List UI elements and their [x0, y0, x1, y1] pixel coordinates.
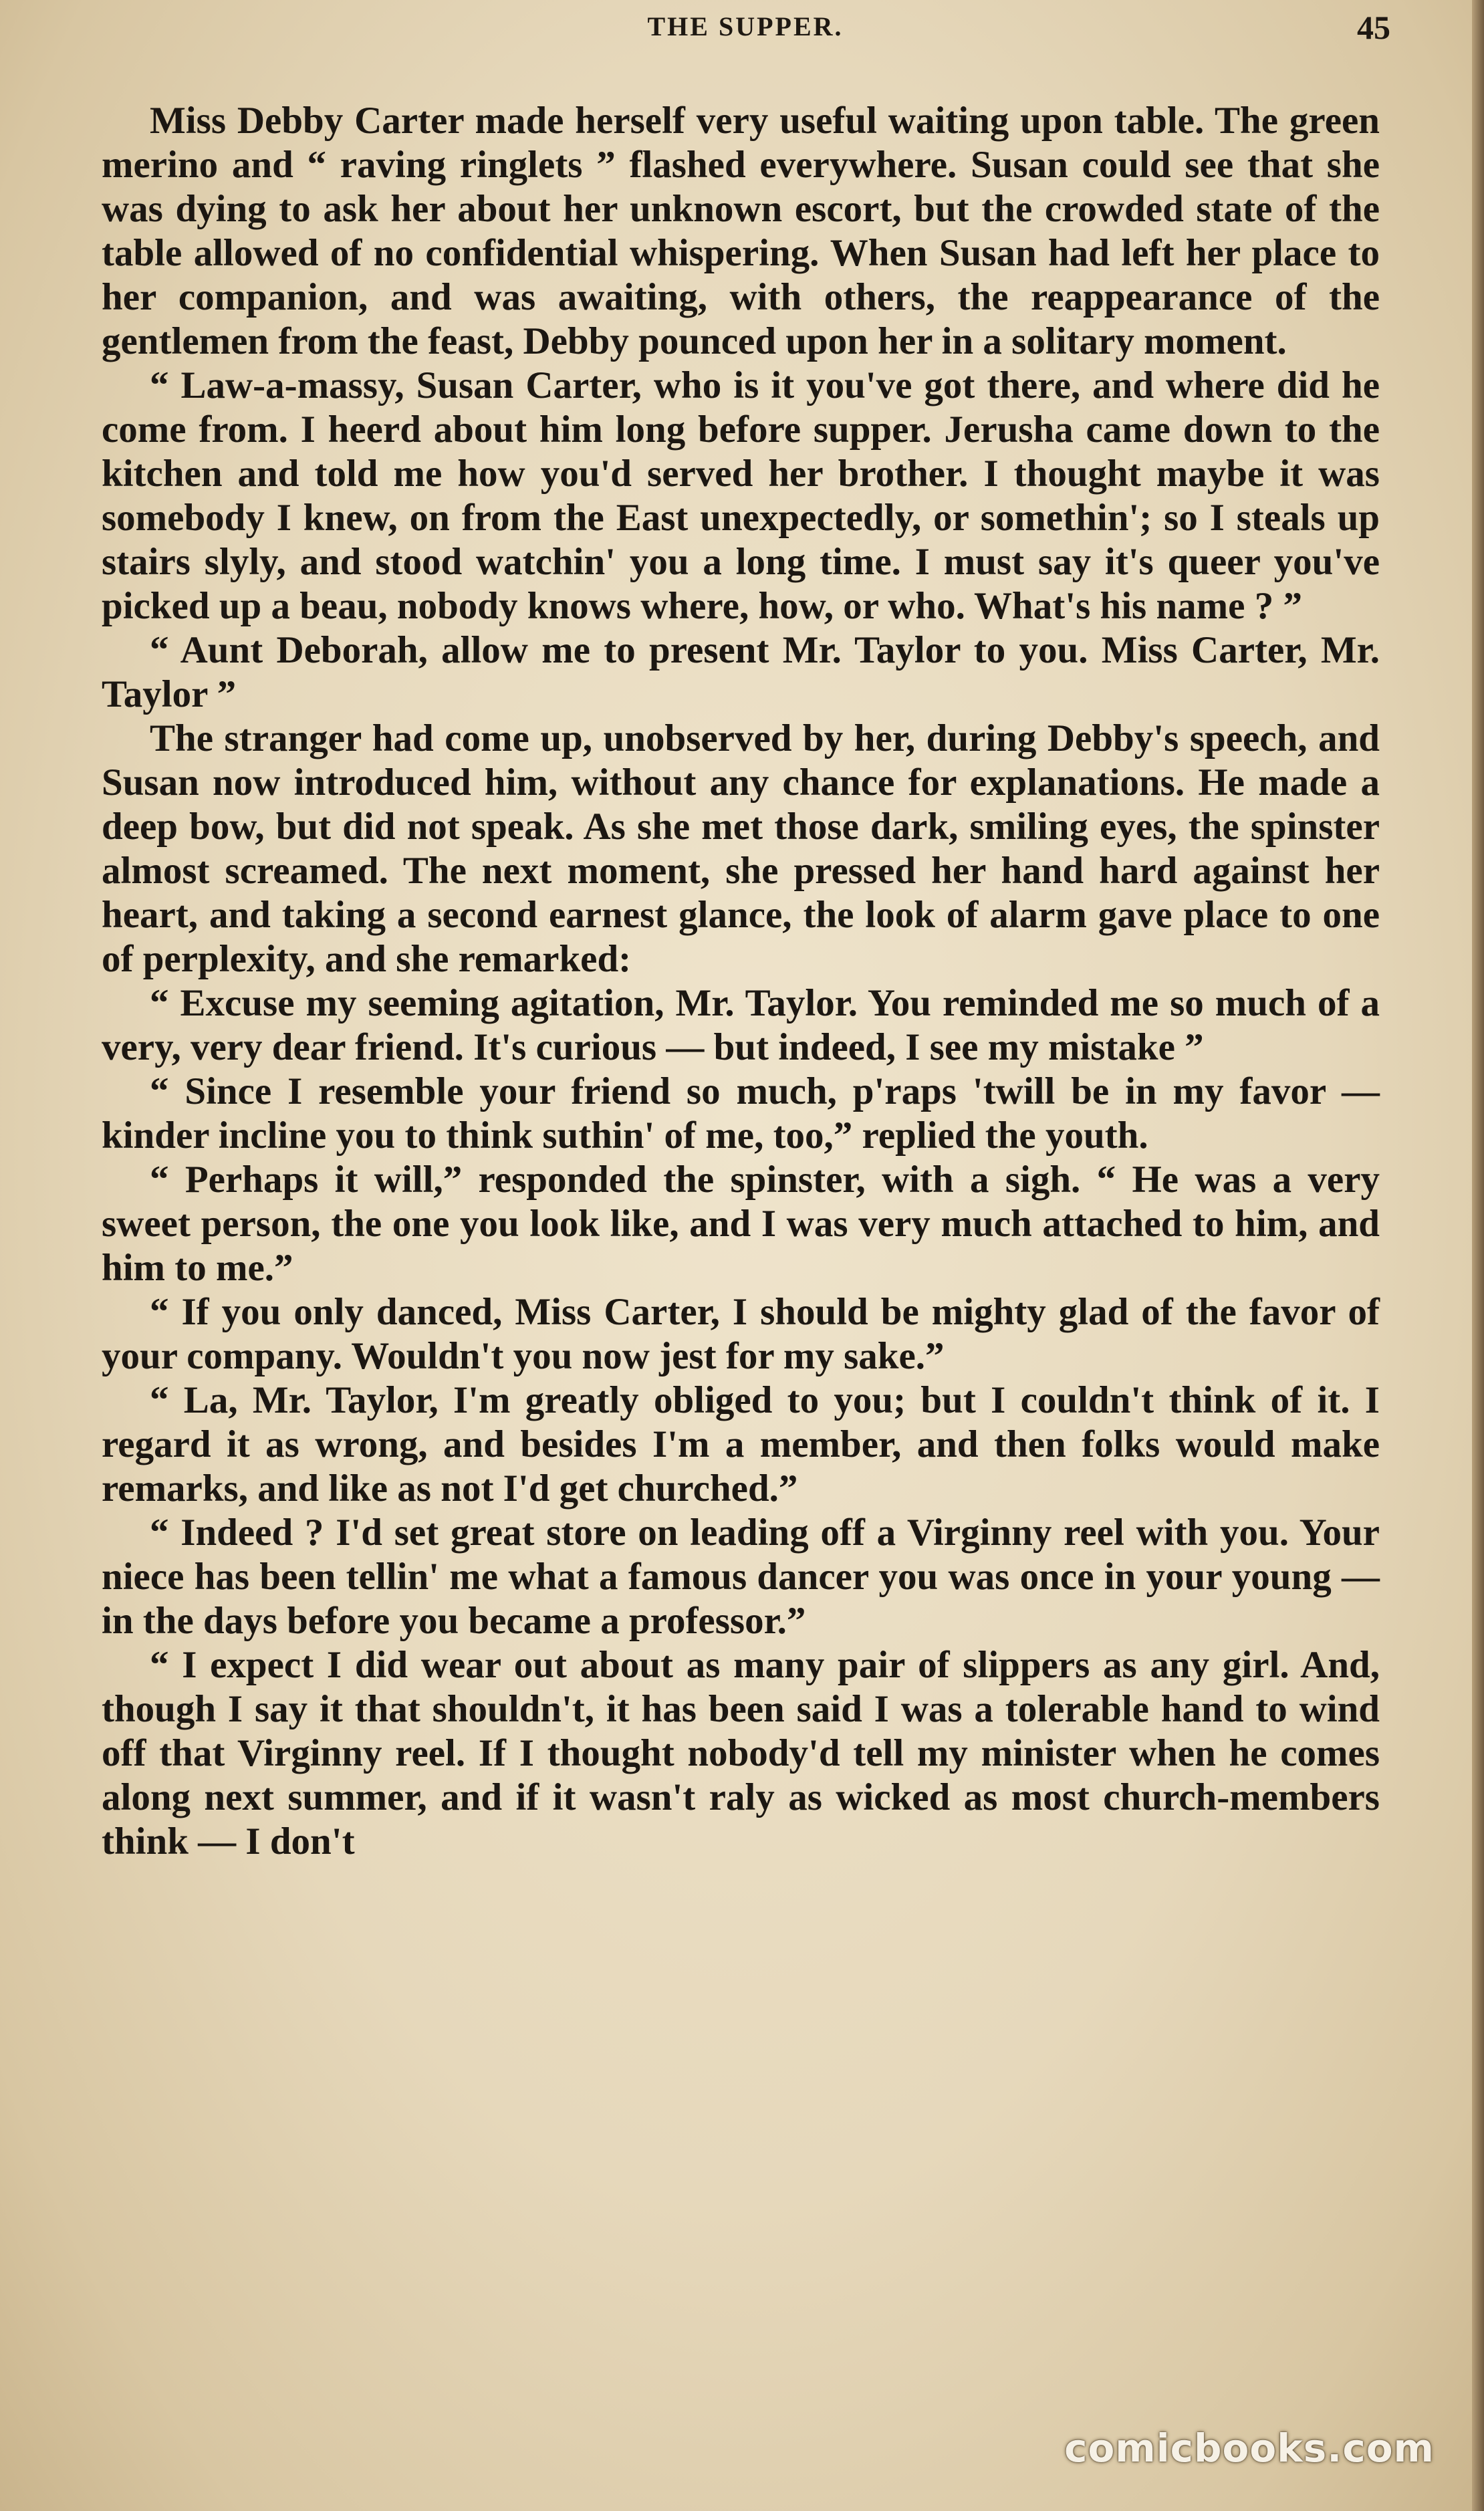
running-title: THE SUPPER. — [647, 11, 844, 41]
paragraph: “ Excuse my seeming agitation, Mr. Taylor. You reminded me so much of a very, very dear friend. It's curious — but indeed, I see my mistake ” — [102, 982, 1380, 1068]
paragraph: “ Aunt Deborah, allow me to present Mr. Taylor to you. Miss Carter, Mr. Taylor ” — [102, 629, 1380, 715]
paragraph: Miss Debby Carter made herself very useful waiting upon table. The green merino and “ raving ringlets ” flashed everywhere. Susan could see that she was dying to ask her about her unknown escort, but the crowded state of the table allowed of no confidential whispering. When Susan had left her place to her companion, and was awaiting, with others, the reappearance of the gentlemen from the feast, Debby pounced upon her in a solitary moment. — [102, 100, 1380, 362]
page-number: 45 — [1357, 9, 1390, 46]
body-text — [102, 99, 1380, 1864]
paragraph: “ I expect I did wear out about as many pair of slippers as any girl. And, though I say it that shouldn't, it has been said I was a tolerable hand to wind off that Virginny reel. If I thought nobody'd tell my minister when he comes along next summer, and if it wasn't raly as wicked as most church-members think — I don't — [102, 1644, 1380, 1863]
paragraph: “ Law-a-massy, Susan Carter, who is it you've got there, and where did he come from. I heerd about him long before supper. Jerusha came down to the kitchen and told me how you'd served her brother. I thought maybe it was somebody I knew, on from the East unexpectedly, or somethin'; so I steals up stairs slyly, and stood watchin' you a long time. I must say it's queer you've picked up a beau, nobody knows where, how, or who. What's his name ? ” — [102, 364, 1380, 627]
paragraph: “ La, Mr. Taylor, I'm greatly obliged to you; but I couldn't think of it. I regard it as wrong, and besides I'm a member, and then folks would make remarks, and like as not I'd get churched.” — [102, 1379, 1380, 1510]
paragraph: “ Since I resemble your friend so much, p'raps 'twill be in my favor — kinder incline you to think suthin' of me, too,” replied the youth. — [102, 1070, 1380, 1157]
paragraph: “ Indeed ? I'd set great store on leading off a Virginny reel with you. Your niece has been tellin' me what a famous dancer you was once in your young — in the days before you became a professor.” — [102, 1512, 1380, 1642]
paragraph: “ Perhaps it will,” responded the spinster, with a sigh. “ He was a very sweet person, the one you look like, and I was very much attached to him, and him to me.” — [102, 1159, 1380, 1289]
page-header — [100, 11, 1390, 51]
watermark: comicbooks.com — [1064, 2425, 1435, 2471]
page-edge-shadow — [1472, 0, 1484, 2511]
paragraph: “ If you only danced, Miss Carter, I should be mighty glad of the favor of your company. Wouldn't you now jest for my sake.” — [102, 1291, 1380, 1377]
paragraph: The stranger had come up, unobserved by her, during Debby's speech, and Susan now introduced him, without any chance for explanations. He made a deep bow, but did not speak. As she met those dark, smiling eyes, the spinster almost screamed. The next moment, she pressed her hand hard against her heart, and taking a second earnest glance, the look of alarm gave place to one of perplexity, and she remarked: — [102, 717, 1380, 980]
